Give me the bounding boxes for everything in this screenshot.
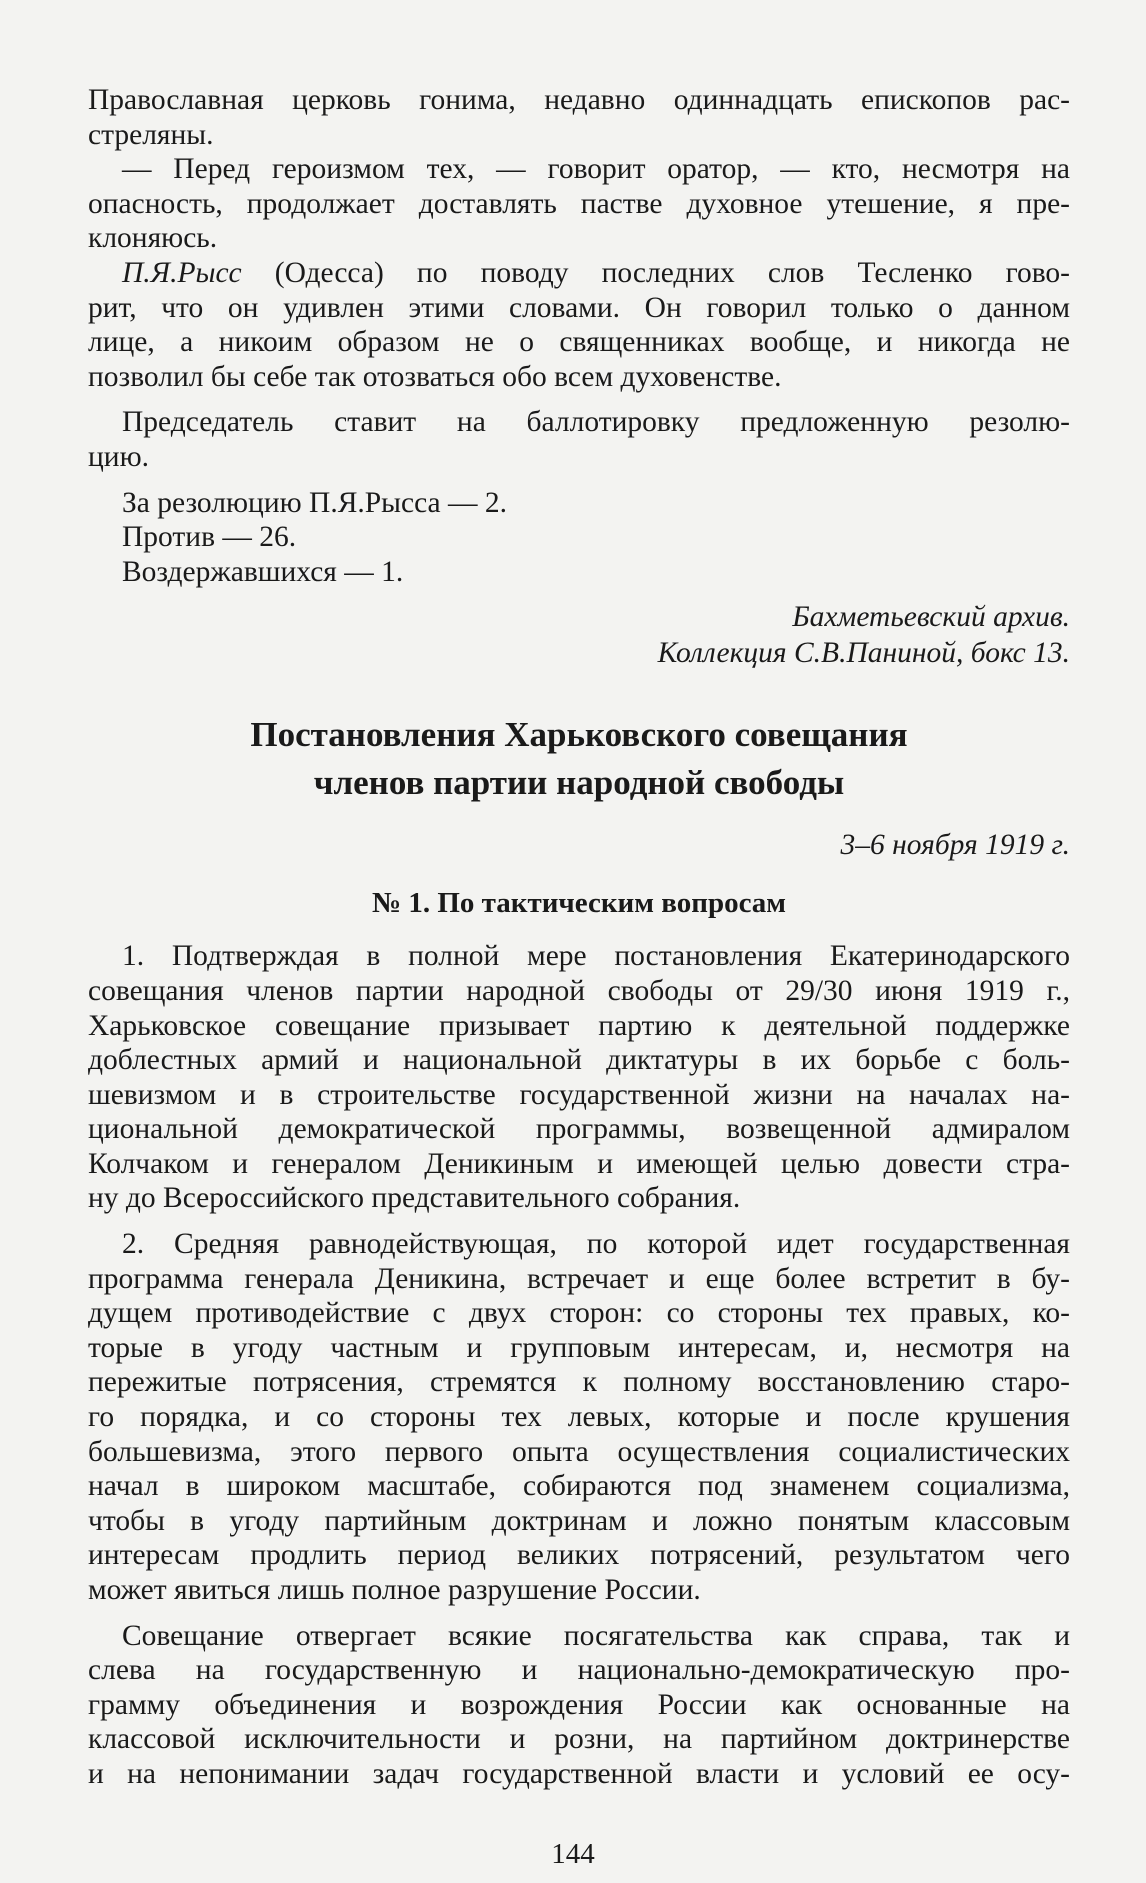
text-line: дущем противодействие с двух сторон: со стороны тех правых, ко- [88, 1297, 1070, 1330]
text-line: 2. Средняя равнодействующая, по которой идет государственная [122, 1228, 1070, 1261]
text-line: опасность, продолжает доставлять пастве духовное утешение, я пре- [88, 187, 1070, 220]
paragraph-1 [88, 939, 1070, 1216]
text-line: грамму объединения и возрождения России как основанные на [88, 1688, 1070, 1721]
text-line: интересам продлить период великих потрясений, результатом чего [88, 1539, 1070, 1572]
text-span: (Одесса) по поводу последних слов Тесленко гово- [241, 256, 1070, 289]
vote-against: Против — 26. [122, 521, 297, 554]
text-line: может явиться лишь полное разрушение России. [88, 1574, 701, 1606]
paragraph-top [88, 83, 1070, 256]
vote-abstained: Воздержавшихся — 1. [122, 555, 404, 588]
text-line: Православная церковь гонима, недавно одиннадцать епископов рас- [88, 84, 1070, 116]
text-line: — Перед героизмом тех, — говорит оратор, — кто, несмотря на [122, 153, 1070, 186]
text-line: циональной демократической программы, возвещенной адмиралом [88, 1113, 1070, 1146]
heading-line: Постановления Харьковского совещания [250, 715, 908, 755]
vote-results [88, 486, 1070, 590]
heading-line: членов партии народной свободы [313, 763, 845, 803]
text-line: Харьковское совещание призывает партию к деятельной поддержке [88, 1009, 1070, 1042]
text-line: клоняюсь. [88, 222, 218, 255]
text-line: начал в широком масштабе, собираются под знаменем социализма, [88, 1470, 1070, 1503]
text-line: ну до Всероссийского представительного собрания. [88, 1182, 741, 1215]
paragraph-3 [88, 1619, 1070, 1792]
text-line: программа генерала Деникина, встречает и еще более встретит в бу- [88, 1262, 1070, 1295]
text-line: лице, а никоим образом не о священниках вообще, и никогда не [88, 326, 1070, 359]
subsection-heading: № 1. По тактическим вопросам [371, 887, 787, 920]
text-line: классовой исключительности и розни, на партийном доктринерстве [88, 1723, 1070, 1756]
text-line: 1. Подтверждая в полной мере постановления Екатеринодарского [122, 940, 1070, 973]
source-archive: Бахметьевский архив. [792, 601, 1070, 634]
text-line: стреляны. [88, 118, 214, 151]
section-heading [88, 711, 1070, 807]
text-line: рит, что он удивлен этими словами. Он говорил только о данном [88, 291, 1070, 324]
text-line: Председатель ставит на баллотировку предложенную резолю- [122, 406, 1070, 439]
text-line: и на непонимании задач государственной власти и условий ее осу- [88, 1757, 1070, 1790]
paragraph-2 [88, 1227, 1070, 1608]
document-page [88, 83, 1070, 1792]
text-line: го порядка, и со стороны тех левых, которые и после крушения [88, 1401, 1070, 1434]
page-number: 144 [551, 1838, 595, 1870]
text-line: Колчаком и генералом Деникиным и имеющей целью довести стра- [88, 1147, 1070, 1180]
text-line: большевизма, этого первого опыта осуществления социалистических [88, 1435, 1070, 1468]
paragraph-chair [88, 405, 1070, 474]
text-line: доблестных армий и национальной диктатуры в их борьбе с боль- [88, 1044, 1070, 1077]
text-line: совещания членов партии народной свободы от 29/30 июня 1919 г., [88, 974, 1070, 1007]
text-line [88, 256, 1070, 291]
text-line: торые в угоду частным и групповым интересам, и, несмотря на [88, 1331, 1070, 1364]
text-line: чтобы в угоду партийным доктринам и ложно понятым классовым [88, 1504, 1070, 1537]
vote-for: За резолюцию П.Я.Рысса — 2. [122, 486, 508, 519]
text-line: позволил бы себе так отозваться обо всем духовенстве. [88, 360, 782, 393]
text-line: слева на государственную и национально-демократическую про- [88, 1654, 1070, 1687]
document-date: 3–6 ноября 1919 г. [840, 829, 1070, 862]
source-collection: Коллекция С.В.Паниной, бокс 13. [657, 637, 1070, 670]
text-line: цию. [88, 440, 149, 473]
source-citation [88, 599, 1070, 671]
text-line: пережитые потрясения, стремятся к полному восстановлению старо- [88, 1366, 1070, 1399]
text-line: Совещание отвергает всякие посягательства как справа, так и [122, 1619, 1070, 1652]
paragraph-ryss [88, 256, 1070, 394]
speaker-name: П.Я.Рысс [122, 256, 242, 289]
text-line: шевизмом и в строительстве государственной жизни на началах на- [88, 1078, 1070, 1111]
